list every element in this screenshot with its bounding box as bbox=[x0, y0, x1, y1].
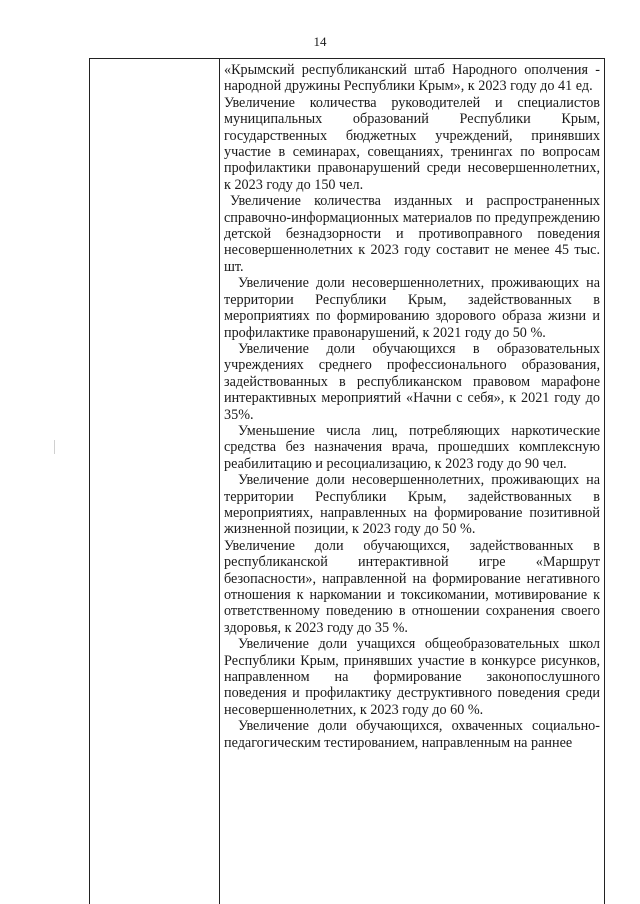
indicator-paragraph: Увеличение количества изданных и распространенных справочно-информационных материалов по предупреждению детской безнадзорности и противоправного поведения несовершеннолетних к 2023 году составит не менее 45 тыс. шт. bbox=[224, 193, 600, 275]
table-right-cell bbox=[224, 62, 600, 751]
indicator-paragraph: Увеличение доли обучающихся, задействованных в республиканской интерактивной игре «Маршрут безопасности», направленной на формирование негативного отношения к наркомании и токсикомании, мотивирование к ответственному поведению в отношении сохранения своего здоровья, к 2023 году до 35 %. bbox=[224, 537, 600, 636]
indicator-paragraph: Увеличение доли учащихся общеобразовательных школ Республики Крым, принявших участие в конкурсе рисунков, направленном на формирование законопослушного поведения и профилактику деструктивного поведения среди несовершеннолетних, к 2023 году до 60 %. bbox=[224, 636, 600, 718]
indicators-table bbox=[89, 58, 605, 904]
indicator-paragraph: Увеличение доли несовершеннолетних, проживающих на территории Республики Крым, задействованных в мероприятиях, направленных на формирование позитивной жизненной позиции, к 2023 году до 50 %. bbox=[224, 472, 600, 538]
table-column-divider bbox=[219, 59, 220, 904]
indicator-paragraph: Увеличение количества руководителей и специалистов муниципальных образований Республики Крым, государственных бюджетных учреждений, принявших участие в семинарах, совещаниях, тренингах по вопросам профилактики правонарушений среди несовершеннолетних, к 2023 году до 150 чел. bbox=[224, 94, 600, 193]
scan-mark bbox=[54, 440, 55, 454]
indicator-paragraph: Увеличение доли обучающихся, охваченных социально-педагогическим тестированием, направленным на раннее bbox=[224, 718, 600, 751]
indicator-paragraph: Уменьшение числа лиц, потребляющих наркотические средства без назначения врача, прошедших комплексную реабилитацию и ресоциализацию, к 2023 году до 90 чел. bbox=[224, 422, 600, 472]
indicator-paragraph: Увеличение доли обучающихся в образовательных учреждениях среднего профессионального образования, задействованных в республиканском правовом марафоне интерактивных мероприятий «Начни с себя», к 2021 году до 35%. bbox=[224, 340, 600, 423]
page-number: 14 bbox=[313, 34, 327, 49]
indicator-paragraph: «Крымский республиканский штаб Народного ополчения - народной дружины Республики Крым», к 2023 году до 41 ед. bbox=[224, 62, 600, 95]
indicator-paragraph: Увеличение доли несовершеннолетних, проживающих на территории Республики Крым, задействованных в мероприятиях по формированию здорового образа жизни и профилактике правонарушений, к 2021 году до 50 %. bbox=[224, 275, 600, 341]
